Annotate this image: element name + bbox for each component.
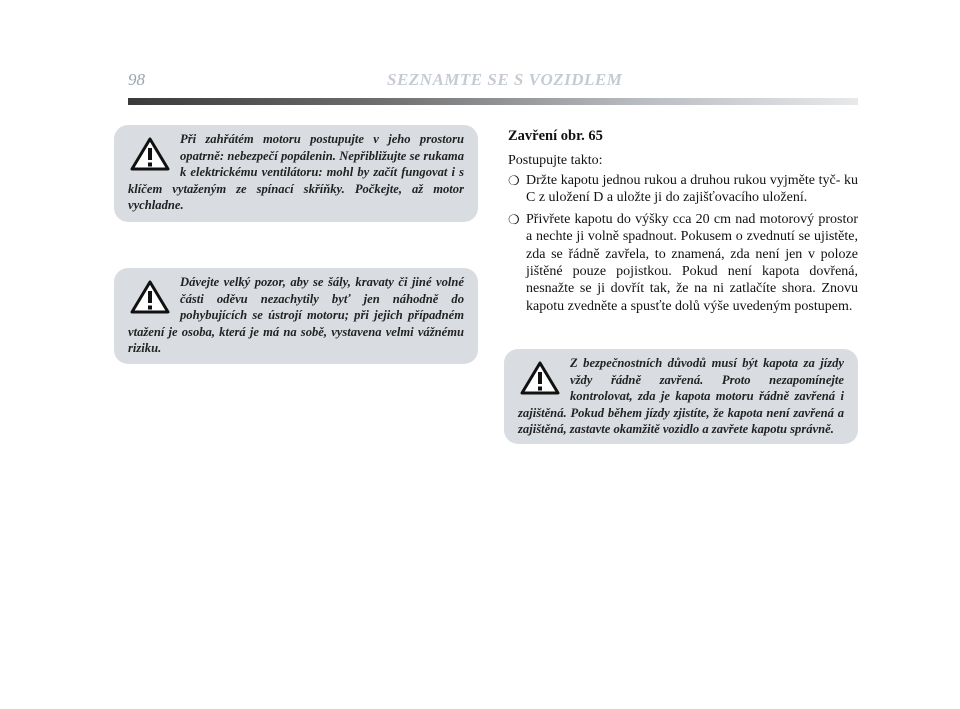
circle-bullet-icon: ❍: [508, 173, 520, 188]
step-text: Držte kapotu jednou rukou a druhou rukou vyjměte tyč- ku C z uložení D a uložte ji do zajišťovacího uložení.: [526, 173, 858, 206]
page-number: 98: [128, 70, 145, 89]
header-rule: [128, 98, 858, 105]
warning-text: Dávejte velký pozor, aby se šály, kravaty či jiné volné části oděvu nezachytily byť jen náhodně do pohybujících se ústrojí motoru; při jejich případném vtažení je osoba, která je má na sobě, vystavena velmi vážnému riziku.: [128, 275, 464, 356]
warning-text: Při zahřátém motoru postupujte v jeho prostoru opatrně: nebezpečí popálenin. Nepřibližujte se rukama k elektrickému ventilátoru: mohl by začít fungovat i s klíčem vytaženým ze spínací skříňky. Počkejte, až motor vychladne.: [128, 132, 464, 213]
warning-triangle-icon: [130, 280, 170, 314]
warning-text: Z bezpečnostních důvodů musí být kapota za jízdy vždy řádně zavřená. Proto nezapomínejte kontrolovat, zda je kapota motoru řádně zavřená i zajištěná. Pokud během jízdy zjistíte, že kapota není zavřená a zajištěná, zastavte okamžitě vozidlo a zavřete kapotu správně.: [518, 356, 844, 437]
section-intro: Postupujte takto:: [508, 153, 603, 168]
warning-triangle-icon: [130, 137, 170, 171]
step-text: Přivřete kapotu do výšky cca 20 cm nad motorový prostor a nechte ji volně spadnout. Pokusem o zvednutí se ujistěte, zda se řádně zavřela, to znamená, zda není jen v poloze jištěné pouze pojistkou. Pokud není kapota dovřená, nesnažte se ji dovřít tak, že na ni zatlačíte shora. Znovu kapotu zvedněte a spusťte dolů výše uvedeným postupem.: [526, 211, 858, 314]
list-item: [508, 172, 858, 207]
circle-bullet-icon: ❍: [508, 211, 520, 227]
warning-box-clothing: [114, 268, 478, 364]
steps-list: [508, 172, 858, 319]
section-title: Zavření obr. 65: [508, 128, 603, 144]
warning-triangle-icon: [520, 361, 560, 395]
warning-box-hood-closed: [504, 349, 858, 444]
warning-box-engine-hot: [114, 125, 478, 222]
list-item: [508, 211, 858, 315]
running-header: SEZNAMTE SE S VOZIDLEM: [387, 70, 623, 89]
